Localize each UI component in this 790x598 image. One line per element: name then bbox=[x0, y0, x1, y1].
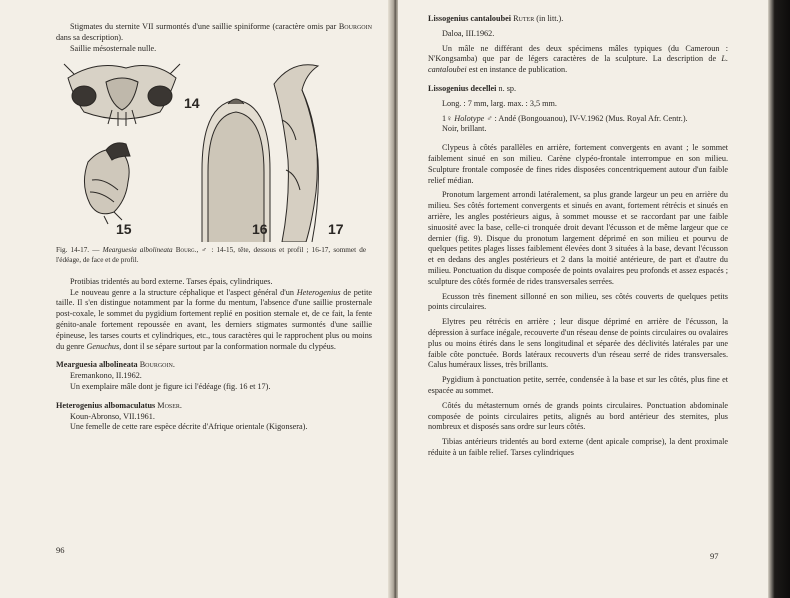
book-edge-shadow bbox=[768, 0, 790, 598]
clypeus-paragraph: Clypeus à côtés parallèles en arrière, fortement convergents en avant ; le sommet faiblement sinué en son milieu. Carène clypéo-frontale interrompue en son milieu. Sculpture frontale composée de fines rides disposées concentriquement autour d'un faible relief médian. bbox=[428, 143, 728, 185]
species-name: Mearguesia albolineata bbox=[56, 360, 138, 370]
genus-name-genuchus: Genuchus bbox=[86, 341, 120, 351]
species-name: Heterogenius albomaculatus bbox=[56, 400, 156, 410]
species-suffix: (in litt.). bbox=[534, 14, 564, 23]
species-locality: Eremankono, II.1962. bbox=[70, 371, 142, 381]
holotype-prefix: 1♀ bbox=[442, 113, 455, 123]
note-text-b: est en instance de publication. bbox=[466, 65, 568, 75]
species-heading-heterogenius bbox=[56, 401, 372, 412]
genus-discussion-paragraph bbox=[56, 288, 372, 353]
intro-line-3: Saillie mésosternale nulle. bbox=[70, 43, 157, 53]
species-note bbox=[428, 44, 728, 76]
figure-14-17 bbox=[56, 60, 356, 242]
holotype-line bbox=[428, 114, 728, 125]
caption-prefix: Fig. 14-17. — bbox=[56, 246, 103, 255]
species-heading-mearguesia bbox=[56, 360, 372, 371]
color-description: Noir, brillant. bbox=[442, 124, 487, 134]
genus-text-c: , dont il se sépare surtout par la conformation normale du clypéus. bbox=[119, 341, 336, 351]
tibia-paragraph: Tibias antérieurs tridentés au bord externe (dent apicale comprise), la dent proximale réduite à un faible relief. Tarses cylindriques bbox=[428, 437, 728, 457]
species-locality: Daloa, III.1962. bbox=[442, 28, 495, 38]
left-page bbox=[0, 0, 392, 598]
species-suffix: n. sp. bbox=[496, 83, 517, 93]
figure-number-17: 17 bbox=[328, 221, 344, 238]
species-note: Une femelle de cette rare espèce décrite d'Afrique orientale (Kigonsera). bbox=[70, 422, 308, 432]
caption-author: Bourg. bbox=[172, 246, 197, 255]
fig-14-head-drawing bbox=[64, 64, 180, 126]
right-page bbox=[398, 0, 768, 598]
page-number-left: 96 bbox=[56, 545, 65, 555]
species-heading-decellei bbox=[428, 84, 728, 95]
beetle-illustration-svg bbox=[56, 60, 356, 242]
species-name: Lissogenius cantaloubei bbox=[428, 14, 512, 23]
intro-author: Bourgoin bbox=[338, 22, 372, 31]
note-species: L. cantaloubei bbox=[428, 54, 728, 75]
intro-text bbox=[56, 22, 372, 44]
figure-number-15: 15 bbox=[116, 221, 132, 238]
note-text-a: Un mâle ne différant des deux spécimens mâles typiques (du Cameroun : N'Kongsamba) que par de légers caractères de la sculpture. La description de bbox=[428, 43, 728, 64]
caption-species: Mearguesia albolineata bbox=[102, 246, 173, 255]
tibia-paragraph: Protibias tridentés au bord externe. Tarses épais, cylindriques. bbox=[70, 276, 273, 286]
fig-15-profile-drawing bbox=[84, 143, 130, 224]
scutellum-paragraph: Ecusson très finement sillonné en son milieu, ses côtés couverts de quelques petits points circulaires. bbox=[428, 291, 728, 312]
pygidium-paragraph: Pygidium à ponctuation petite, serrée, condensée à la base et sur les côtés, plus fine et espacée au sommet. bbox=[428, 375, 728, 395]
figure-number-14: 14 bbox=[184, 95, 200, 112]
figure-caption bbox=[56, 246, 366, 264]
intro-line-1: Stigmates du sternite VII surmontés d'une saillie spiniforme (caractère omis bbox=[70, 22, 324, 31]
species-author: Moser. bbox=[155, 400, 182, 410]
holotype-rest: ♂ : Andé (Bongouanou), IV-V.1962 (Mus. Royal Afr. Centr.). bbox=[484, 113, 688, 123]
species-heading-cantaloubei bbox=[428, 14, 728, 25]
elytra-paragraph: Elytres peu rétrécis en arrière ; leur disque déprimé en arrière de l'écusson, la dépression à surface inégale, recouverte d'un réseau dense de points circulaires ou ovalaires plus ou moins étirés dans le sens longitudinal et séparée des déclivités latérales par une faible côte ponctuée. Bords latéraux recouverts d'un réseau serré de rides transversales. Calus huméraux lisses, très brillants. bbox=[428, 317, 728, 370]
holotype-label: Holotype bbox=[454, 113, 485, 123]
page-number-right: 97 bbox=[710, 551, 719, 561]
caption-rest: , ♂ : 14-15, tête, dessous et profil ; 16-17, sommet de l'édéage, de face et de profil. bbox=[56, 246, 367, 264]
metasternum-paragraph: Côtés du métasternum ornés de grands points circulaires. Ponctuation abdominale composée de points circulaires petits, alignés au bord antérieur des sternites, plus nombreux et disposés sans ordre sur leurs côtés. bbox=[428, 400, 728, 432]
species-note: Un exemplaire mâle dont je figure ici l'édéage (fig. 16 et 17). bbox=[70, 381, 271, 391]
genus-text-b: de petite taille. Il s'en distingue notamment par la forme du mentum, l'absence d'une saillie prosternale post-coxale, le sommet du pygidium fortement replié en position sternale et, de ce fait, la fente génito-anale fortement repoussée en avant, les derniers stigmates surmontés d'une saillie épineuse, les tarses courts et cylindriques, etc., tous caractères qui le rapprochent plus ou moins du genre bbox=[56, 287, 372, 351]
fig-17-aedeagus-profile-drawing bbox=[274, 65, 318, 242]
dimensions: Long. : 7 mm, larg. max. : 3,5 mm. bbox=[442, 98, 557, 108]
figure-number-16: 16 bbox=[252, 221, 268, 238]
intro-line-2-suffix: dans sa description). bbox=[56, 32, 124, 42]
species-locality: Koun-Abronso, VII.1961. bbox=[70, 411, 155, 421]
pronotum-paragraph: Pronotum largement arrondi latéralement, sa plus grande largeur un peu en arrière du milieu. Ses côtés fortement convergents et sinués en avant, fortement rétrécis et sinués en arrière, les angles postérieurs aigus, à sommet mousse et se raccordant par une faible sinuosité avec la base, celle-ci tronquée droit devant l'écusson et de même largeur que ce dernier (fig. 9). Disque du pronotum largement déprimé en son milieu et pourvu de quelques petites plages lisses faiblement élevées dont 3 situées à la base, devant l'écusson et en dedans des angles postérieurs et 2 dans la moitié antérieure, de part et d'autre du milieu. Ponctuation du disque composée de points ovalaires peu profonds et assez espacés ; sculpture des côtés formée de rides transversales serrées. bbox=[428, 190, 728, 286]
species-author: Bourgoin. bbox=[137, 360, 175, 370]
genus-name-heterogenius: Heterogenius bbox=[296, 287, 341, 297]
species-name: Lissogenius decellei bbox=[428, 83, 497, 93]
species-author: Ruter bbox=[511, 14, 535, 23]
intro-line-2-prefix: par bbox=[325, 22, 339, 31]
genus-text-a: Le nouveau genre a la structure céphalique et l'aspect général d'un bbox=[70, 287, 297, 297]
